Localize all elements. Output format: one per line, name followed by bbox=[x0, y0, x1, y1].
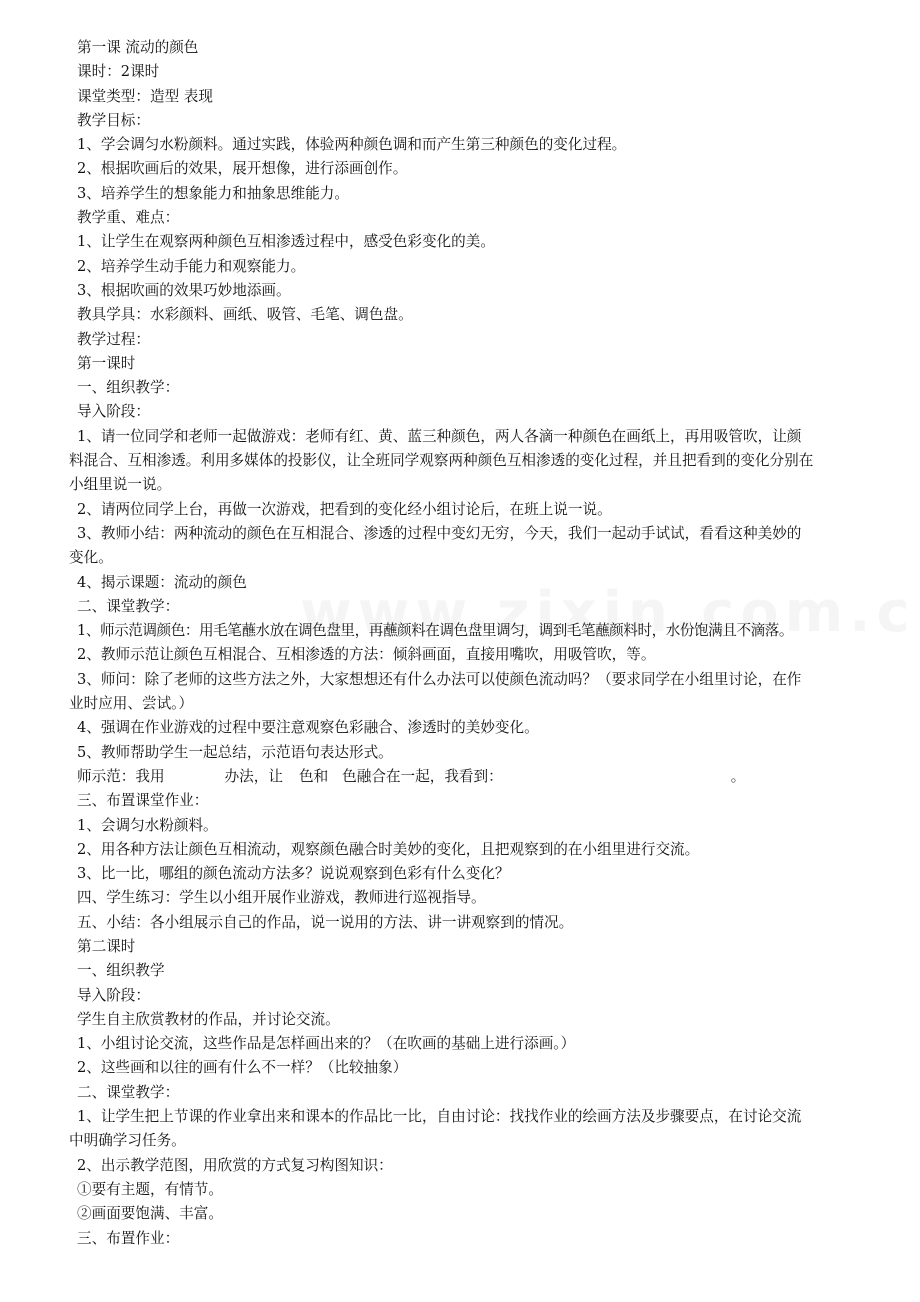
lesson-hours: 课时：2课时 bbox=[77, 63, 160, 81]
demo-sentence bbox=[77, 765, 880, 789]
key-point-item: 1、让学生在观察两种颜色互相渗透过程中，感受色彩变化的美。 bbox=[77, 233, 495, 251]
l1-class-5: 5、教师帮助学生一起总结，示范语句表达形式。 bbox=[77, 743, 393, 761]
l1-class-4: 4、强调在作业游戏的过程中要注意观察色彩融合、渗透时的美妙变化。 bbox=[77, 719, 539, 737]
l1-intro-4: 4、揭示课题：流动的颜色 bbox=[77, 573, 247, 591]
l2-class-1-line1: 1、让学生把上节课的作业拿出来和课本的作品比一比，自由讨论：找找作业的绘画方法及步骤要点，在讨论交流 bbox=[77, 1108, 802, 1126]
l2-intro-heading: 导入阶段： bbox=[77, 986, 150, 1004]
lesson-title: 第一课 流动的颜色 bbox=[77, 39, 199, 56]
l1-intro-1-line1: 1、请一位同学和老师一起做游戏：老师有红、黄、蓝三种颜色，两人各滴一种颜色在画纸上，再用吸管吹，让颜 bbox=[77, 427, 802, 445]
demo-part-b: 办法，让 bbox=[224, 767, 283, 785]
lesson2-heading: 第二课时 bbox=[77, 937, 136, 955]
goal-item: 3、培养学生的想象能力和抽象思维能力。 bbox=[77, 184, 349, 202]
l2-organize: 一、组织教学 bbox=[77, 962, 165, 980]
l1-intro-1-line3: 小组里说一说。 bbox=[69, 476, 172, 494]
l2-intro: 学生自主欣赏教材的作品，并讨论交流。 bbox=[77, 1010, 340, 1028]
l1-organize: 一、组织教学： bbox=[77, 379, 180, 397]
l1-homework-1: 1、会调匀水粉颜料。 bbox=[77, 816, 218, 834]
l2-class-2-item1: ①要有主题，有情节。 bbox=[77, 1180, 223, 1198]
l2-class-1-line2: 中明确学习任务。 bbox=[69, 1132, 186, 1150]
process-heading: 教学过程： bbox=[77, 330, 150, 348]
l1-intro-heading: 导入阶段： bbox=[77, 403, 150, 421]
l2-intro-2: 2、这些画和以往的画有什么不一样？（比较抽象） bbox=[77, 1059, 408, 1077]
key-point-item: 3、根据吹画的效果巧妙地添画。 bbox=[77, 281, 291, 299]
l1-practice: 四、学生练习：学生以小组开展作业游戏，教师进行巡视指导。 bbox=[77, 889, 486, 907]
key-point-item: 2、培养学生动手能力和观察能力。 bbox=[77, 257, 306, 275]
l2-class-2-item2: ②画面要饱满、丰富。 bbox=[77, 1205, 223, 1223]
l1-intro-3-line2: 变化。 bbox=[69, 549, 113, 567]
demo-part-c: 色和 bbox=[298, 767, 329, 785]
l1-summary: 五、小结：各小组展示自己的作品，说一说用的方法、讲一讲观察到的情况。 bbox=[77, 913, 574, 931]
l1-class-1: 1、师示范调颜色：用毛笔蘸水放在调色盘里，再蘸颜料在调色盘里调匀，调到毛笔蘸颜料时，水份饱满且不滴落。 bbox=[77, 622, 794, 640]
demo-part-e: 。 bbox=[730, 767, 746, 785]
l2-intro-1: 1、小组讨论交流，这些作品是怎样画出来的？（在吹画的基础上进行添画。） bbox=[77, 1035, 576, 1053]
demo-part-d: 色融合在一起，我看到： bbox=[342, 767, 503, 785]
key-points-heading: 教学重、难点： bbox=[77, 209, 180, 227]
goal-item: 2、根据吹画后的效果，展开想像，进行添画创作。 bbox=[77, 160, 408, 178]
l1-class-heading: 二、课堂教学： bbox=[77, 597, 180, 615]
l2-class-2: 2、出示教学范图，用欣赏的方式复习构图知识： bbox=[77, 1156, 393, 1174]
l1-intro-3-line1: 3、教师小结：两种流动的颜色在互相混合、渗透的过程中变幻无穷，今天，我们一起动手试试，看看这种美妙的 bbox=[77, 524, 802, 542]
l1-class-3-line2: 业时应用、尝试。） bbox=[69, 695, 194, 713]
l1-homework-heading: 三、布置课堂作业： bbox=[77, 792, 209, 810]
goals-heading: 教学目标： bbox=[77, 111, 150, 129]
demo-part-a: 师示范：我用 bbox=[77, 767, 165, 785]
l1-intro-2: 2、请两位同学上台，再做一次游戏，把看到的变化经小组讨论后，在班上说一说。 bbox=[77, 500, 612, 518]
l1-homework-2: 2、用各种方法让颜色互相流动，观察颜色融合时美妙的变化，且把观察到的在小组里进行交流。 bbox=[77, 840, 700, 858]
l1-homework-3: 3、比一比，哪组的颜色流动方法多？说说观察到色彩有什么变化？ bbox=[77, 865, 510, 883]
l2-class-heading: 二、课堂教学： bbox=[77, 1083, 180, 1101]
l1-class-3-line1: 3、师问：除了老师的这些方法之外，大家想想还有什么办法可以使颜色流动吗？（要求同学在小组里讨论，在作 bbox=[77, 670, 802, 688]
tools-line: 教具学具：水彩颜料、画纸、吸管、毛笔、调色盘。 bbox=[77, 306, 413, 324]
l2-homework-heading: 三、布置作业： bbox=[77, 1229, 180, 1247]
goal-item: 1、学会调匀水粉颜料。通过实践，体验两种颜色调和而产生第三种颜色的变化过程。 bbox=[77, 136, 627, 154]
lesson1-heading: 第一课时 bbox=[77, 354, 136, 372]
l1-class-2: 2、教师示范让颜色互相混合、互相渗透的方法：倾斜画面，直接用嘴吹，用吸管吹，等。 bbox=[77, 646, 656, 664]
lesson-type: 课堂类型：造型 表现 bbox=[77, 87, 213, 105]
l1-intro-1-line2: 料混合、互相渗透。利用多媒体的投影仪，让全班同学观察两种颜色互相渗透的变化过程，并且把看到的变化分别在 bbox=[69, 452, 814, 470]
